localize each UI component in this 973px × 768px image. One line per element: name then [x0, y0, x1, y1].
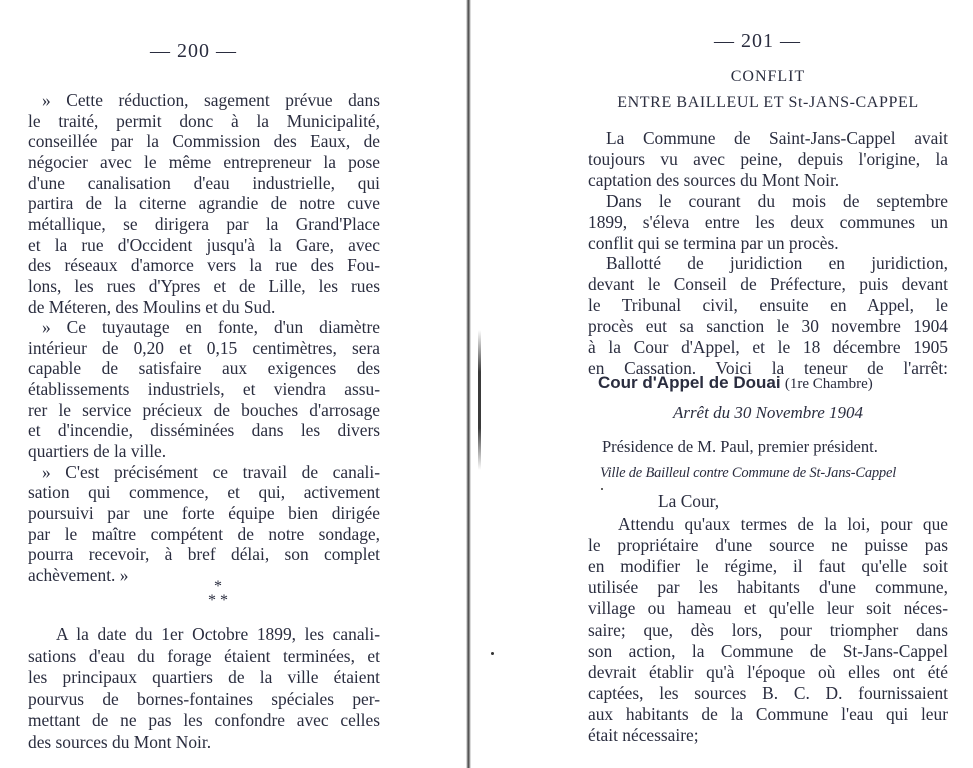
text-line: le propriétaire d'une source ne puisse pas	[588, 535, 948, 556]
text-line: saire; que, dès lors, pour triompher dans	[588, 619, 948, 640]
text-line: le traité, permit donc à la Municipalité,	[28, 110, 380, 131]
text-line: d'une canalisation d'eau industrielle, qui	[28, 172, 380, 193]
text-line: partira de la citerne agrandie de notre cuve	[28, 193, 380, 214]
text-line: capable de satisfaire aux exigences des	[28, 358, 380, 379]
text-line: mettant de ne pas les confondre avec celles	[28, 710, 380, 731]
text-line: négocier avec le même entrepreneur la pose	[28, 151, 380, 172]
court-title: Cour d'Appel de Douai	[598, 373, 781, 392]
text-line: et d'incendie, disséminées dans les divers	[28, 420, 380, 441]
section-stars	[198, 580, 238, 608]
page-number-right: — 201 —	[714, 30, 801, 52]
presidency: Présidence de M. Paul, premier président.	[602, 437, 878, 456]
text-line: était nécessaire;	[588, 725, 699, 745]
text-line: pourvus de bornes-fontaines spéciales per-	[28, 688, 380, 709]
text-line: toujours vu avec peine, depuis l'origine, la	[588, 148, 948, 169]
text-line: les principaux quartiers de la ville étaient	[28, 667, 380, 688]
book-gutter	[466, 0, 471, 768]
text-line: et la rue d'Occident jusqu'à la Gare, avec	[28, 234, 380, 255]
la-cour: La Cour,	[658, 491, 720, 511]
text-line: le Tribunal civil, ensuite en Appel, le	[588, 295, 948, 316]
heading-entre: ENTRE BAILLEUL ET St-JANS-CAPPEL	[617, 94, 919, 111]
text-line: poursuivi par une forte équipe bien dirigée	[28, 503, 380, 523]
text-line: sations d'eau du forage étaient terminées, et	[28, 645, 380, 666]
scan-speck	[601, 488, 603, 490]
text-line: devant le Conseil de Préfecture, puis devant	[588, 274, 948, 295]
court-chamber: (1re Chambre)	[784, 376, 873, 392]
heading-conflit: CONFLIT	[730, 68, 806, 85]
text-line: son action, la Commune de St-Jans-Cappel	[588, 640, 948, 661]
text-line: en Cassation. Voici la teneur de l'arrêt:	[588, 357, 948, 378]
right-page	[588, 0, 948, 768]
text-line: conflit qui se termina par un procès.	[588, 232, 839, 253]
text-line: des réseaux d'amorce vers la rue des Fou-	[28, 255, 380, 276]
case-name: Ville de Bailleul contre Commune de St-Jans-Cappel	[600, 465, 897, 481]
text-line: achèvement. »	[28, 564, 129, 585]
court-heading	[598, 372, 873, 395]
gutter-fold-mark	[478, 330, 481, 470]
text-line: de Méteren, des Moulins et du Sud.	[28, 296, 276, 317]
text-line: des sources du Mont Noir.	[28, 732, 212, 752]
star-top: *	[214, 578, 222, 595]
page-number-left: — 200 —	[150, 40, 237, 62]
text-line: Ballotté de juridiction en juridiction,	[606, 253, 948, 274]
text-line: procès eut sa sanction le 30 novembre 1904	[588, 316, 948, 337]
left-page	[28, 0, 380, 768]
text-line: devrait établir qu'à l'époque où elles ont été	[588, 661, 948, 682]
text-line: intérieur de 0,20 et 0,15 centimètres, sera	[28, 337, 380, 358]
text-line: rer le service précieux de bouches d'arrosage	[28, 399, 380, 420]
text-line: La Commune de Saint-Jans-Cappel avait	[606, 128, 948, 148]
star-bottom: * *	[208, 592, 228, 609]
text-line: captées, les sources B. C. D. fournissaient	[588, 682, 948, 703]
text-line: quartiers de la ville.	[28, 441, 167, 462]
text-line: pourra recevoir, à bref délai, son complet	[28, 544, 380, 565]
scan-speck	[491, 652, 494, 655]
text-line: » C'est précisément ce travail de canali-	[42, 461, 380, 482]
text-line: aux habitants de la Commune l'eau qui leur	[588, 703, 948, 724]
text-line: » Ce tuyautage en fonte, d'un diamètre	[42, 317, 380, 338]
text-line: 1899, s'éleva entre les deux communes un	[588, 211, 948, 232]
text-line: à la Cour d'Appel, et le 18 décembre 1905	[588, 337, 948, 357]
text-line: captation des sources du Mont Noir.	[588, 169, 840, 190]
text-line: sation qui commence, et qui, activement	[28, 482, 380, 503]
text-line: Attendu qu'aux termes de la loi, pour que	[618, 514, 948, 534]
text-line: A la date du 1er Octobre 1899, les canali-	[56, 624, 380, 644]
text-line: en modifier le régime, il faut qu'elle soit	[588, 556, 948, 577]
text-line: » Cette réduction, sagement prévue dans	[42, 90, 380, 110]
decision-date: Arrêt du 30 Novembre 1904	[672, 403, 864, 422]
text-line: conseillée par la Commission des Eaux, de	[28, 131, 380, 152]
text-line: établissements industriels, et viendra assu-	[28, 379, 380, 400]
text-line: Dans le courant du mois de septembre	[606, 190, 948, 211]
text-line: utilisée par les habitants d'une commune,	[588, 577, 948, 598]
text-line: village ou hameau et qu'elle leur soit néces-	[588, 598, 948, 619]
text-line: métallique, se dirigera par la Grand'Place	[28, 213, 380, 234]
text-line: lons, les rues d'Ypres et de Lille, les rues	[28, 275, 380, 296]
text-line: par le maître compétent de notre sondage,	[28, 523, 380, 544]
